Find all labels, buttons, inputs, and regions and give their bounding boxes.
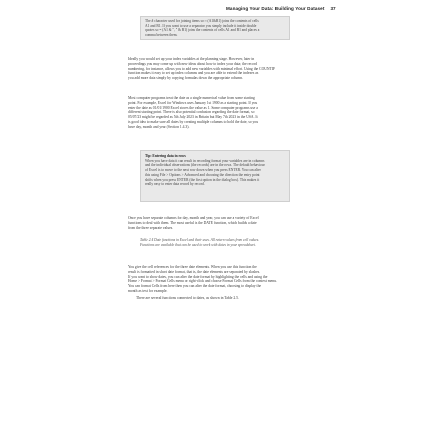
paragraph-line: enter the date as 01/01/1900 Excel stores the value as 1. Some computer programs use a [128,105,258,110]
paragraph-line: result is formatted in short date format, that is, the date elements are separated by slashes. [128,269,261,274]
paragraph-line: functions to deal with them. The most useful is the DATE function, which builds a date [128,220,257,225]
paragraph-line: proceedings you may come up with new ideas about how to index your data; the record [128,61,257,66]
paragraph-line: Most computer programs treat the date as a single numerical value from some starting [128,96,255,100]
paragraph-date-functions [128,216,300,230]
box-text-line: When you have data it can result in recording format your variables are in columns [145,158,265,163]
paragraph-line: There are several functions connected to dates, as shown in Table 2.5. [136,296,239,300]
paragraph-line: Home > Format > Format Cells menu or right-click and choose Format Cells from the context menu. [128,279,277,284]
running-head [140,2,424,14]
running-head-title: Managing Your Data: Building Your Dataset [226,5,325,11]
paragraph-line: 05/07/23 might be regarded as 5th July 2023 in Britain but May 7th 2023 in the USA. It [128,115,258,119]
paragraph-line: you add more data simply by copying formulas down the appropriate column. [128,76,243,80]
box-text-line: The # character used for joining items so ≈ (A1&B1) joins the contents of cells [145,19,259,23]
box-text-line: shifts when you press ENTER (the first option in the dialog box). This makes it [145,177,260,182]
paragraph-line: You give the cell references for the three date elements. When you use this function the [128,265,257,269]
paragraph-line: point. For example, Excel for Windows uses January 1st 1900 as a starting point. If you [128,100,258,105]
closing-sentence [128,296,308,301]
paragraph-line: have day, month and year (Section 1.4.3). [128,124,190,129]
paragraph-line: If you want to show dates, you can alter the date format by highlighting the cells and using the [128,274,268,279]
tip-box-entering-data [140,150,290,202]
page-number: 37 [330,5,336,11]
table-caption-line: Functions are available that can be used to work with dates in your spreadsheet. [140,242,256,247]
tip-box-join-operator [140,16,290,40]
box-text-line: really easy to enter data record by record. [145,182,205,187]
paragraph-date-storage [128,96,300,129]
box-text-line: A1 and B1. If you want to use a separator you simply include it inside double [145,23,257,28]
box-text-line: comma between them. [145,33,178,38]
paragraph-index-variables [128,57,300,81]
box-text-line: this using File > Options > Advanced and choosing the direction the entry point [145,172,260,177]
paragraph-line: You can format Cells from here then you can alter the date format, choosing to display the [128,284,262,288]
paragraph-line: month as text for example. [128,288,168,293]
box-text-line: and the individual observations (the records) are in the rows. The default behaviour [145,163,265,168]
paragraph-line: numbering, for instance, allows you to add new variables with minimal effort. Using the COUNTIF [128,66,276,71]
box-text-line: of Excel is to move to the next row down when you press ENTER. You can alter [145,168,261,173]
paragraph-line: from the three separate values. [128,225,174,230]
table-caption-line: Table 2.4 Date functions in Excel and their uses. All return values from cell values. [140,238,260,242]
tip-box-title: Tip: Entering data in rows [145,154,186,158]
paragraph-line: Ideally you would set up your index variables at the planning stage. However, later in [128,57,255,61]
paragraph-line: Once you have separate columns for day, month and year, you can use a variety of Excel [128,216,259,220]
paragraph-line: is good idea to make sure all dates by creating multiple columns to hold the date, so you [128,119,259,124]
box-text-line: quotes so = (A1 & ", " & B1) joins the contents of cells A1 and B1 and places a [145,28,260,33]
paragraph-line: function makes it easy to set up index columns and you are able to extend the indexes as [128,71,259,76]
table-caption [140,238,290,247]
paragraph-line: different starting point. There is also potential confusion regarding the date format, so [128,110,255,115]
paragraph-date-format [128,265,300,294]
